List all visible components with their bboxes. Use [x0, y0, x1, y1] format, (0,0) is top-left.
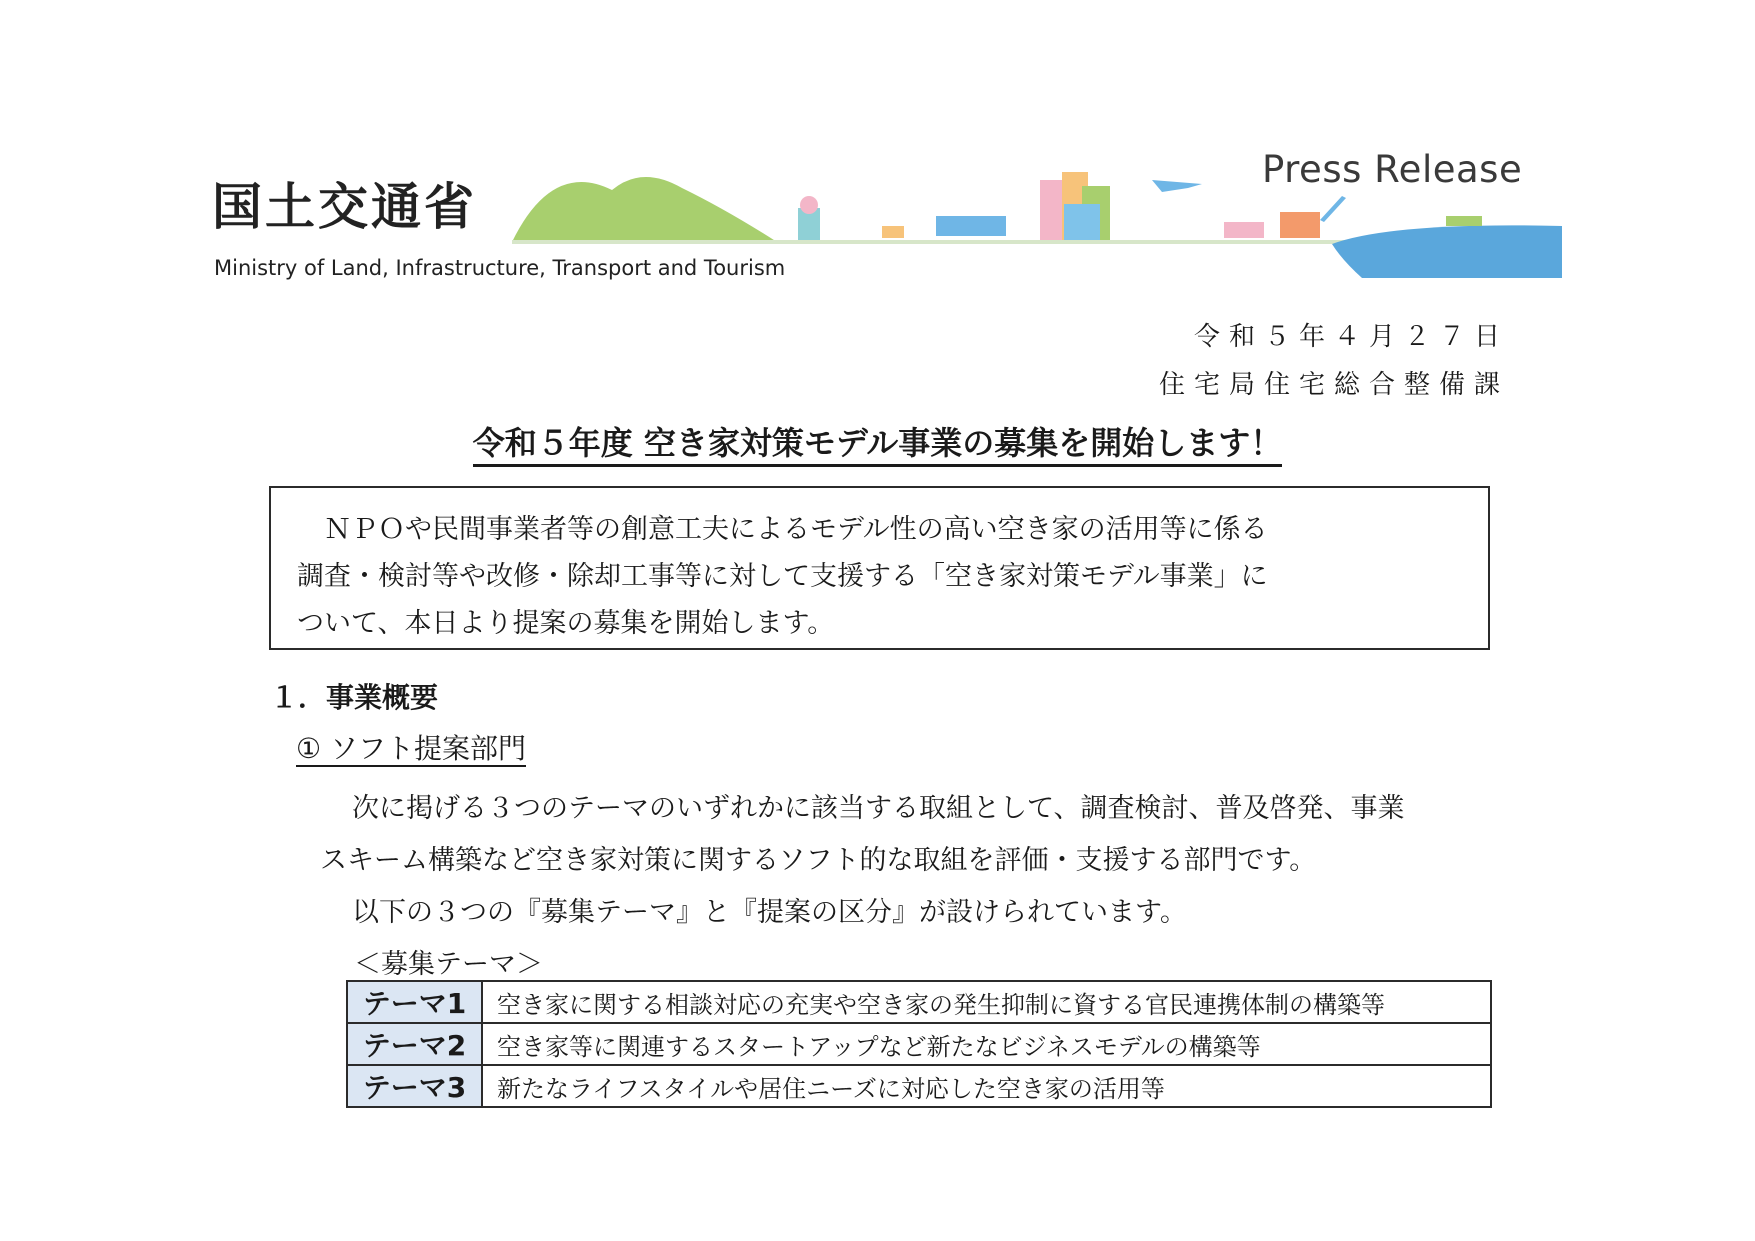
theme-text: 空き家に関する相談対応の充実や空き家の発生抑制に資する官民連携体制の構築等 [482, 981, 1491, 1023]
page-title [0, 418, 1755, 464]
section-heading: １．事業概要 [270, 681, 439, 714]
factory-graphic [1280, 212, 1320, 238]
tower-top-graphic [800, 196, 818, 214]
themes-label: ＜募集テーマ＞ [354, 949, 543, 980]
sea-graphic [1332, 225, 1562, 278]
table-row [347, 1023, 1491, 1065]
themes-table [346, 980, 1492, 1108]
body-paragraph: 次に掲げる３つのテーマのいずれかに該当する取組として、調査検討、普及啓発、事業 [352, 793, 1405, 824]
crane-graphic [1320, 196, 1346, 222]
building-blue [1064, 204, 1100, 240]
theme-key: テーマ2 [347, 1023, 482, 1065]
theme-text: 空き家等に関連するスタートアップなど新たなビジネスモデルの構築等 [482, 1023, 1491, 1065]
page-title-text: 令和５年度 空き家対策モデル事業の募集を開始します！ [473, 424, 1283, 467]
body-paragraph: スキーム構築など空き家対策に関するソフト的な取組を評価・支援する部門です。 [320, 845, 1317, 876]
train-graphic [936, 216, 1006, 236]
body-paragraph: 以下の３つの『募集テーマ』と『提案の区分』が設けられています。 [352, 897, 1187, 928]
summary-line: 調査・検討等や改修・除却工事等に対して支援する「空き家対策モデル事業」に [297, 561, 1268, 592]
airplane-graphic [1152, 180, 1202, 192]
header-banner-illustration [512, 160, 1562, 278]
summary-box [269, 486, 1490, 650]
truck-graphic [1224, 222, 1264, 238]
theme-key: テーマ1 [347, 981, 482, 1023]
table-row [347, 981, 1491, 1023]
subsection-heading-text: ① ソフト提案部門 [296, 732, 527, 765]
ministry-name-en: Ministry of Land, Infrastructure, Transport and Tourism [214, 256, 786, 280]
summary-line: ＮＰＯや民間事業者等の創意工夫によるモデル性の高い空き家の活用等に係る [297, 514, 1268, 545]
summary-line: ついて、本日より提案の募集を開始します。 [297, 608, 835, 639]
release-date: 令和５年４月２７日 [1193, 322, 1509, 352]
theme-key: テーマ3 [347, 1065, 482, 1107]
car-graphic [882, 226, 904, 238]
theme-text: 新たなライフスタイルや居住ニーズに対応した空き家の活用等 [482, 1065, 1491, 1107]
ministry-logo-jp: 国土交通省 [212, 178, 477, 236]
press-release-label: Press Release [1262, 148, 1523, 191]
subsection-heading [296, 727, 526, 767]
ship-graphic [1446, 216, 1482, 226]
hills-graphic [512, 177, 777, 242]
table-row [347, 1065, 1491, 1107]
department-name: 住宅局住宅総合整備課 [1158, 370, 1509, 400]
